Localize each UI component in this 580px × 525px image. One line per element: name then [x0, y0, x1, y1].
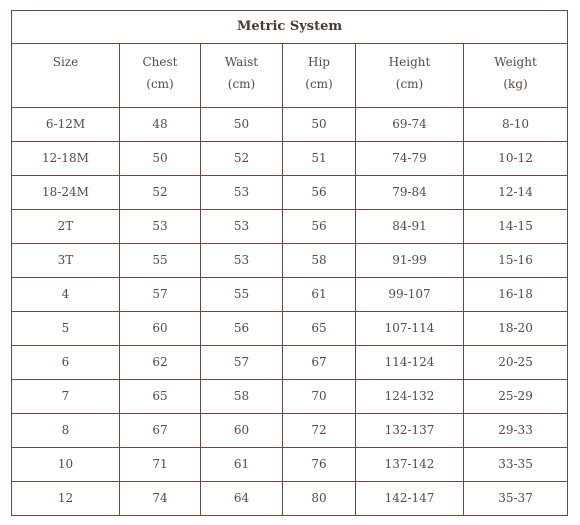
table-cell-chest: 55: [120, 244, 201, 278]
table-cell-weight: 16-18: [464, 278, 568, 312]
table-cell-height: 114-124: [356, 346, 464, 380]
table-row: [12, 108, 568, 142]
table-cell-waist: 57: [201, 346, 283, 380]
table-cell-hip: 56: [283, 210, 356, 244]
table-cell-hip: 65: [283, 312, 356, 346]
column-header-label: Weight: [494, 55, 537, 69]
table-cell-weight: 14-15: [464, 210, 568, 244]
table-cell-chest: 71: [120, 448, 201, 482]
table-cell-weight: 20-25: [464, 346, 568, 380]
table-body: [12, 108, 568, 516]
column-header-unit: (cm): [227, 77, 256, 91]
table-cell-weight: 33-35: [464, 448, 568, 482]
header-row: [12, 44, 568, 108]
table-cell-waist: 53: [201, 210, 283, 244]
table-cell-waist: 52: [201, 142, 283, 176]
table-cell-weight: 15-16: [464, 244, 568, 278]
table-cell-waist: 53: [201, 176, 283, 210]
table-cell-size: 12: [12, 482, 120, 516]
table-cell-waist: 50: [201, 108, 283, 142]
table-cell-chest: 48: [120, 108, 201, 142]
table-cell-weight: 8-10: [464, 108, 568, 142]
table-cell-waist: 56: [201, 312, 283, 346]
table-cell-size: 5: [12, 312, 120, 346]
table-cell-chest: 50: [120, 142, 201, 176]
column-header-size: [12, 44, 120, 108]
table-cell-size: 8: [12, 414, 120, 448]
table-row: [12, 244, 568, 278]
table-cell-height: 124-132: [356, 380, 464, 414]
table-cell-hip: 56: [283, 176, 356, 210]
table-cell-chest: 60: [120, 312, 201, 346]
table-cell-size: 3T: [12, 244, 120, 278]
table-row: [12, 278, 568, 312]
table-cell-waist: 64: [201, 482, 283, 516]
table-row: [12, 142, 568, 176]
metric-size-chart: [11, 10, 568, 516]
table-cell-height: 74-79: [356, 142, 464, 176]
table-cell-weight: 18-20: [464, 312, 568, 346]
table-cell-weight: 10-12: [464, 142, 568, 176]
table-cell-height: 91-99: [356, 244, 464, 278]
table-cell-size: 6-12M: [12, 108, 120, 142]
table-cell-hip: 80: [283, 482, 356, 516]
table-cell-chest: 67: [120, 414, 201, 448]
table-cell-size: 4: [12, 278, 120, 312]
column-header-unit: (cm): [395, 77, 424, 91]
table-cell-chest: 52: [120, 176, 201, 210]
table-title: Metric System: [12, 11, 568, 44]
table-cell-hip: 50: [283, 108, 356, 142]
table-cell-weight: 35-37: [464, 482, 568, 516]
table-row: [12, 380, 568, 414]
column-header-label: Waist: [224, 55, 259, 69]
table-cell-waist: 61: [201, 448, 283, 482]
table-cell-height: 84-91: [356, 210, 464, 244]
column-header-label: Size: [52, 55, 79, 69]
table-cell-height: 69-74: [356, 108, 464, 142]
table-cell-chest: 53: [120, 210, 201, 244]
table-cell-weight: 12-14: [464, 176, 568, 210]
column-header-unit: (cm): [305, 77, 333, 91]
column-header-label: Hip: [308, 55, 330, 69]
table-cell-size: 12-18M: [12, 142, 120, 176]
table-cell-waist: 58: [201, 380, 283, 414]
table-cell-hip: 70: [283, 380, 356, 414]
table-cell-size: 6: [12, 346, 120, 380]
table-cell-hip: 61: [283, 278, 356, 312]
column-header-weight: [464, 44, 568, 108]
table-cell-hip: 58: [283, 244, 356, 278]
column-header-unit: (kg): [503, 77, 528, 91]
table-cell-waist: 53: [201, 244, 283, 278]
table-cell-size: 7: [12, 380, 120, 414]
table-cell-height: 142-147: [356, 482, 464, 516]
table-row: [12, 312, 568, 346]
table-row: [12, 176, 568, 210]
table-cell-height: 137-142: [356, 448, 464, 482]
table-cell-height: 99-107: [356, 278, 464, 312]
table-cell-waist: 55: [201, 278, 283, 312]
table-cell-hip: 67: [283, 346, 356, 380]
table-row: [12, 414, 568, 448]
table-cell-height: 107-114: [356, 312, 464, 346]
table-cell-hip: 72: [283, 414, 356, 448]
column-header-height: [356, 44, 464, 108]
table-cell-size: 10: [12, 448, 120, 482]
table-cell-hip: 76: [283, 448, 356, 482]
table-cell-chest: 62: [120, 346, 201, 380]
column-header-label: Chest: [142, 55, 178, 69]
column-header-unit: (cm): [146, 77, 174, 91]
column-header-waist: [201, 44, 283, 108]
table-cell-chest: 57: [120, 278, 201, 312]
table-row: [12, 448, 568, 482]
table-row: [12, 482, 568, 516]
column-header-chest: [120, 44, 201, 108]
table-cell-chest: 74: [120, 482, 201, 516]
table-cell-waist: 60: [201, 414, 283, 448]
table-cell-weight: 25-29: [464, 380, 568, 414]
table-cell-height: 132-137: [356, 414, 464, 448]
table-cell-size: 2T: [12, 210, 120, 244]
column-header-hip: [283, 44, 356, 108]
table-row: [12, 210, 568, 244]
table-cell-chest: 65: [120, 380, 201, 414]
table-cell-size: 18-24M: [12, 176, 120, 210]
table-cell-hip: 51: [283, 142, 356, 176]
table-row: [12, 346, 568, 380]
column-header-label: Height: [388, 55, 431, 69]
table-cell-weight: 29-33: [464, 414, 568, 448]
table-cell-height: 79-84: [356, 176, 464, 210]
